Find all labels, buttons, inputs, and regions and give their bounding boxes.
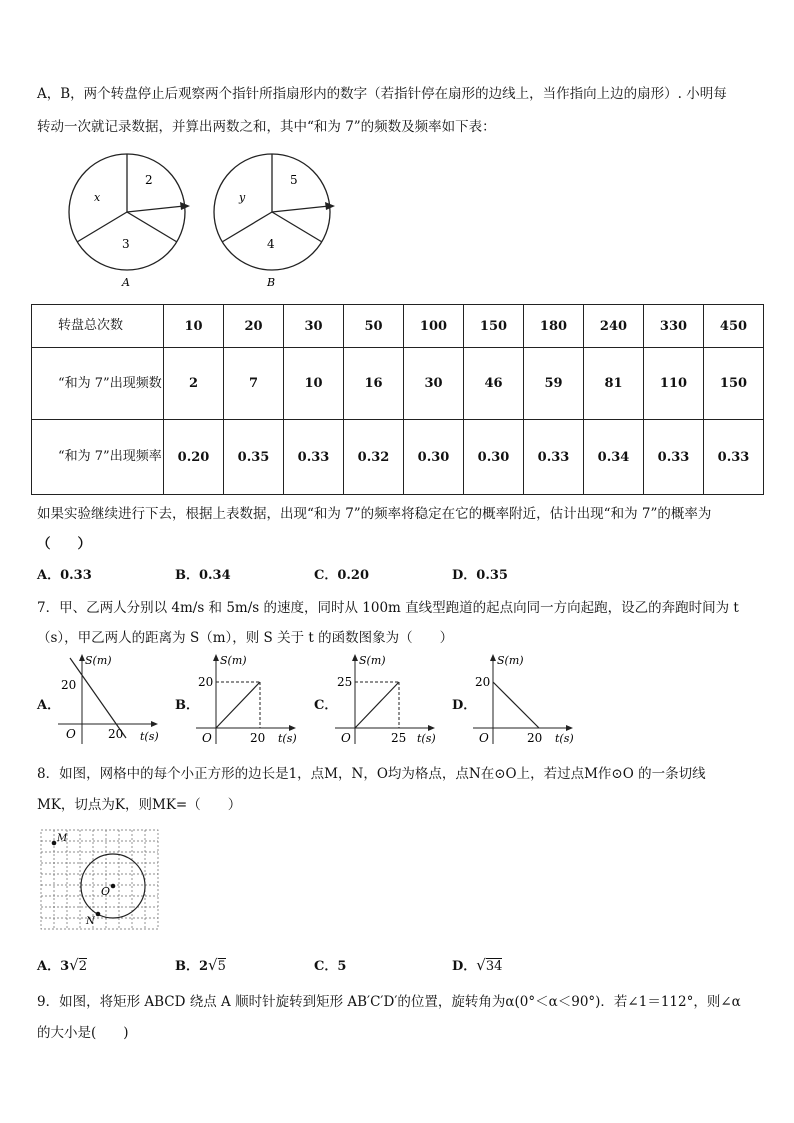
q8-grid-figure — [40, 829, 160, 931]
table-cell: 150 — [704, 348, 764, 420]
spinner-b-caption: B — [267, 276, 276, 289]
table-cell: 20 — [224, 305, 284, 348]
spinner-a-caption: A — [122, 276, 130, 289]
table-cell: 0.30 — [404, 420, 464, 495]
q7-b-x-tick: 20 — [250, 731, 266, 745]
q7-graph-b — [196, 652, 300, 748]
spinner-a-x: x — [94, 191, 101, 204]
table-cell: 0.33 — [284, 420, 344, 495]
q7-b-y-tick: 20 — [198, 675, 214, 689]
q8-option-d-radicand: 34 — [485, 959, 503, 974]
table-row — [32, 420, 764, 495]
table-cell: 150 — [464, 305, 524, 348]
q7-a-origin: O — [66, 727, 76, 741]
table-cell: 7 — [224, 348, 284, 420]
sqrt-icon: √ — [476, 956, 486, 974]
table-cell: 0.35 — [224, 420, 284, 495]
q7-d-x-tick: 20 — [527, 731, 543, 745]
table-cell: 0.33 — [524, 420, 584, 495]
row-label: 转盘总次数 — [32, 305, 164, 348]
q7-graph-a — [58, 652, 162, 748]
q6-line-2: 转动一次就记录数据，并算出两数之和，其中“和为 7”的频数及频率如下表： — [37, 119, 496, 135]
point-n-label: N — [86, 916, 95, 927]
q7-option-a-label[interactable]: A． — [37, 698, 61, 713]
point-o-dot — [111, 884, 116, 889]
table-cell: 0.33 — [644, 420, 704, 495]
q7-option-d-label[interactable]: D． — [452, 698, 477, 713]
table-cell: 450 — [704, 305, 764, 348]
table-cell: 0.30 — [464, 420, 524, 495]
q7-line-1: 7．甲、乙两人分别以 4m/s 和 5m/s 的速度，同时从 100m 直线型跑道的起点向同一方向起跑，设乙的奔跑时间为 t — [37, 600, 739, 616]
q8-option-b-radicand: 5 — [217, 959, 226, 974]
spinner-b-top: 5 — [290, 173, 298, 187]
spinner-b-bottom: 4 — [267, 237, 275, 251]
spinner-b — [205, 148, 345, 290]
q8-line-1: 8．如图，网格中的每个小正方形的边长是1，点M，N，O均为格点，点N在⊙O上，若过点M作⊙O 的一条切线 — [37, 766, 706, 782]
q7-b-origin: O — [202, 731, 212, 745]
q7-c-origin: O — [341, 731, 351, 745]
q7-c-x-axis-label: t(s) — [417, 732, 436, 745]
q8-line-2: MK，切点为K，则MK=（ ） — [37, 797, 242, 813]
table-cell: 0.20 — [164, 420, 224, 495]
spinner-a-pointer — [127, 206, 184, 212]
table-cell: 2 — [164, 348, 224, 420]
table-row — [32, 348, 764, 420]
table-cell: 30 — [284, 305, 344, 348]
table-cell: 59 — [524, 348, 584, 420]
table-cell: 0.33 — [704, 420, 764, 495]
q6-option-a[interactable]: A．0.33 — [37, 568, 92, 583]
q7-a-x-tick: 20 — [108, 727, 124, 741]
q6-option-c[interactable]: C．0.20 — [314, 568, 370, 583]
q8-option-a[interactable] — [37, 955, 87, 974]
q8-option-d[interactable] — [452, 955, 502, 974]
q7-line-2: （s），甲乙两人的距离为 S（m），则 S 关于 t 的函数图象为（ ） — [37, 630, 454, 646]
q6-option-b[interactable]: B．0.34 — [175, 568, 231, 583]
table-cell: 100 — [404, 305, 464, 348]
q7-graph-d — [473, 652, 577, 748]
q6-question-line-1: 如果实验继续进行下去，根据上表数据，出现“和为 7”的频率将稳定在它的概率附近，估计出现“和为 7”的概率为 — [37, 506, 712, 522]
q8-option-c[interactable]: C．5 — [314, 959, 347, 974]
q6-option-d[interactable]: D．0.35 — [452, 568, 508, 583]
table-cell: 10 — [164, 305, 224, 348]
q7-a-x-axis-label: t(s) — [140, 730, 159, 743]
table-cell: 30 — [404, 348, 464, 420]
q7-option-b-label[interactable]: B． — [175, 698, 199, 713]
q7-a-y-axis-label: S(m) — [85, 654, 112, 667]
table-cell: 330 — [644, 305, 704, 348]
frequency-table — [31, 304, 764, 495]
table-cell: 110 — [644, 348, 704, 420]
table-cell: 240 — [584, 305, 644, 348]
table-cell: 0.34 — [584, 420, 644, 495]
q8-option-a-radicand: 2 — [78, 959, 87, 974]
spinner-a-top: 2 — [145, 173, 153, 187]
q8-option-b-prefix: B．2 — [175, 959, 209, 974]
q9-line-2: 的大小是( ) — [37, 1025, 129, 1041]
q8-option-b[interactable] — [175, 955, 226, 974]
q7-d-y-axis-label: S(m) — [497, 654, 524, 667]
q7-d-origin: O — [479, 731, 489, 745]
q7-d-y-tick: 20 — [475, 675, 491, 689]
q6-question-paren: （ ） — [37, 536, 91, 552]
point-o-label: O — [101, 885, 111, 898]
spinner-b-pointer — [272, 206, 329, 212]
q6-line-1: A，B，两个转盘停止后观察两个指针所指扇形内的数字（若指针停在扇形的边线上，当作指向上边的扇形）. 小明每 — [37, 86, 727, 102]
table-cell: 16 — [344, 348, 404, 420]
q6-options — [37, 564, 757, 582]
q8-option-a-prefix: A．3 — [37, 959, 70, 974]
row-label: “和为 7”出现频数 — [32, 348, 164, 420]
table-cell: 50 — [344, 305, 404, 348]
table-cell: 81 — [584, 348, 644, 420]
q7-c-x-tick: 25 — [391, 731, 407, 745]
q7-c-y-axis-label: S(m) — [359, 654, 386, 667]
table-cell: 0.32 — [344, 420, 404, 495]
table-row — [32, 305, 764, 348]
row-label: “和为 7”出现频率 — [32, 420, 164, 495]
q7-b-y-axis-label: S(m) — [220, 654, 247, 667]
point-n-dot — [96, 912, 101, 917]
q7-c-y-tick: 25 — [337, 675, 353, 689]
q7-b-x-axis-label: t(s) — [278, 732, 297, 745]
sqrt-icon: √ — [208, 956, 218, 974]
q8-option-d-prefix: D． — [452, 959, 477, 974]
q7-option-c-label[interactable]: C． — [314, 698, 338, 713]
spinner-a-bottom: 3 — [122, 237, 130, 251]
sqrt-icon: √ — [69, 956, 79, 974]
q9-line-1: 9．如图，将矩形 ABCD 绕点 A 顺时针旋转到矩形 AB′C′D′的位置，旋转角为α(0°＜α＜90°)．若∠1＝112°，则∠α — [37, 994, 741, 1010]
table-cell: 180 — [524, 305, 584, 348]
q7-a-y-tick: 20 — [61, 678, 77, 692]
spinner-a — [60, 148, 200, 290]
table-cell: 10 — [284, 348, 344, 420]
spinner-b-y: y — [239, 191, 246, 204]
q7-d-x-axis-label: t(s) — [555, 732, 574, 745]
point-m-label: M — [57, 833, 68, 844]
q8-options — [37, 955, 757, 977]
point-m-dot — [52, 841, 57, 846]
table-cell: 46 — [464, 348, 524, 420]
q7-graph-c — [335, 652, 439, 748]
